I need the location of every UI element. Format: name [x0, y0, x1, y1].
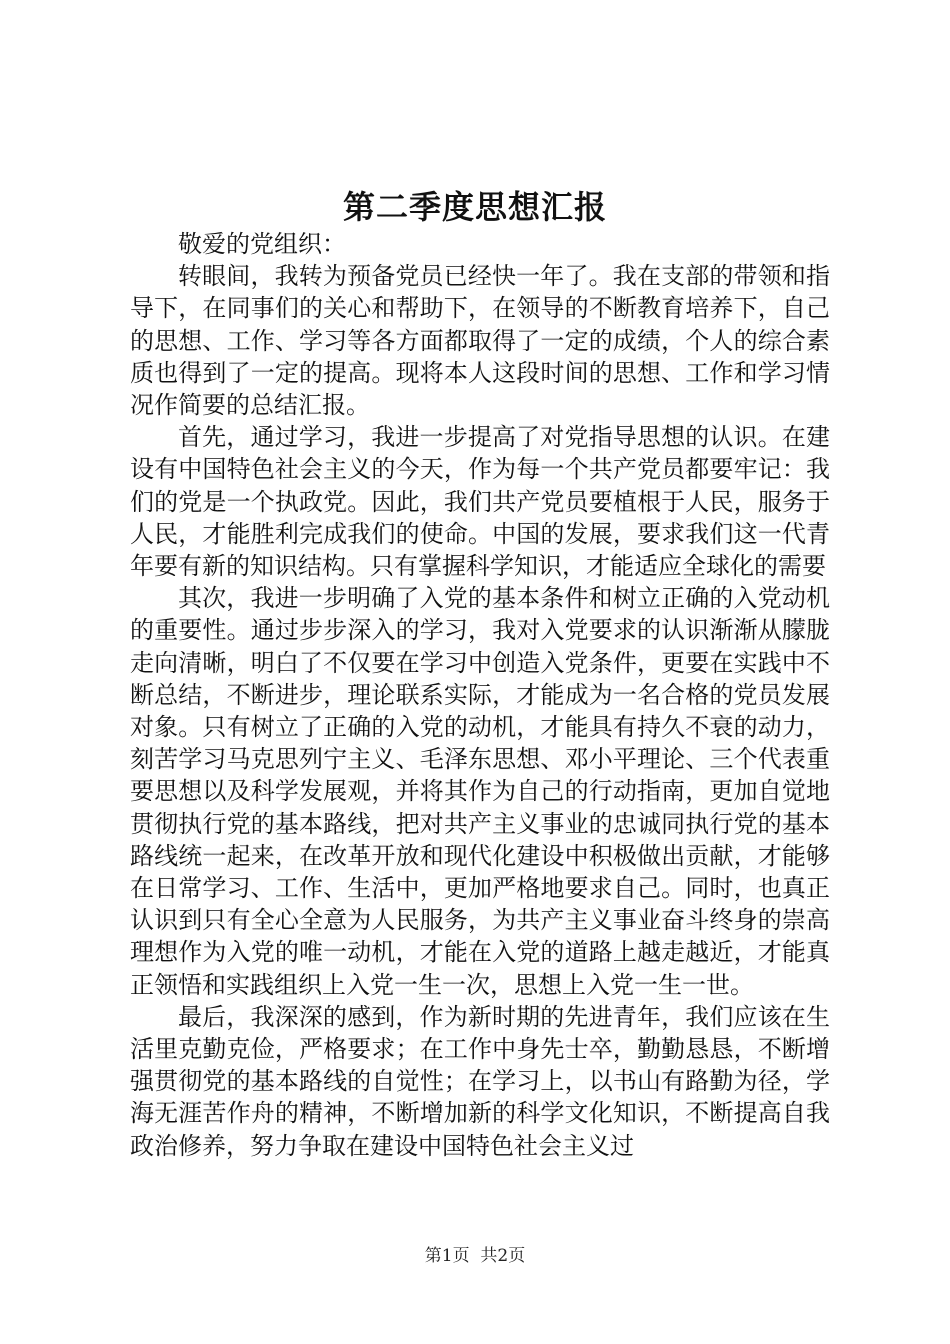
document-body [130, 228, 830, 1162]
paragraph-second: 其次，我进一步明确了入党的基本条件和树立正确的入党动机的重要性。通过步步深入的学习，我对入党要求的认识渐渐从朦胧走向清晰，明白了不仅要在学习中创造入党条件，更要在实践中不断总结，不断进步，理论联系实际，才能成为一名合格的党员发展对象。只有树立了正确的入党的动机，才能具有持久不衰的动力，刻苦学习马克思列宁主义、毛泽东思想、邓小平理论、三个代表重要思想以及科学发展观，并将其作为自己的行动指南，更加自觉地贯彻执行党的基本路线，把对共产主义事业的忠诚同执行党的基本路线统一起来，在改革开放和现代化建设中积极做出贡献，才能够在日常学习、工作、生活中，更加严格地要求自己。同时，也真正认识到只有全心全意为人民服务，为共产主义事业奋斗终身的崇高理想作为入党的唯一动机，才能在入党的道路上越走越近，才能真正领悟和实践组织上入党一生一次，思想上入党一生一世。 [130, 584, 830, 999]
page-footer [0, 1244, 950, 1268]
document-title: 第二季度思想汇报 [342, 188, 607, 226]
salutation: 敬爱的党组织： [178, 230, 346, 258]
page-number-total: 共2页 [480, 1246, 526, 1266]
paragraph-last: 最后，我深深的感到，作为新时期的先进青年，我们应该在生活里克勤克俭，严格要求；在工作中身先士卒，勤勤恳恳，不断增强贯彻党的基本路线的自觉性；在学习上，以书山有路勤为径，学海无涯苦作舟的精神，不断增加新的科学文化知识，不断提高自我政治修养，努力争取在建设中国特色社会主义过 [130, 1002, 830, 1160]
page-number-current: 第1页 [424, 1246, 470, 1266]
paragraph-first: 首先，通过学习，我进一步提高了对党指导思想的认识。在建设有中国特色社会主义的今天，作为每一个共产党员都要牢记：我们的党是一个执政党。因此，我们共产党员要植根于人民，服务于人民，才能胜利完成我们的使命。中国的发展，要求我们这一代青年要有新的知识结构。只有掌握科学知识，才能适应全球化的需要 [130, 423, 830, 581]
paragraph-intro: 转眼间，我转为预备党员已经快一年了。我在支部的带领和指导下，在同事们的关心和帮助下，在领导的不断教育培养下，自己的思想、工作、学习等各方面都取得了一定的成绩，个人的综合素质也得到了一定的提高。现将本人这段时间的思想、工作和学习情况作简要的总结汇报。 [130, 262, 830, 420]
